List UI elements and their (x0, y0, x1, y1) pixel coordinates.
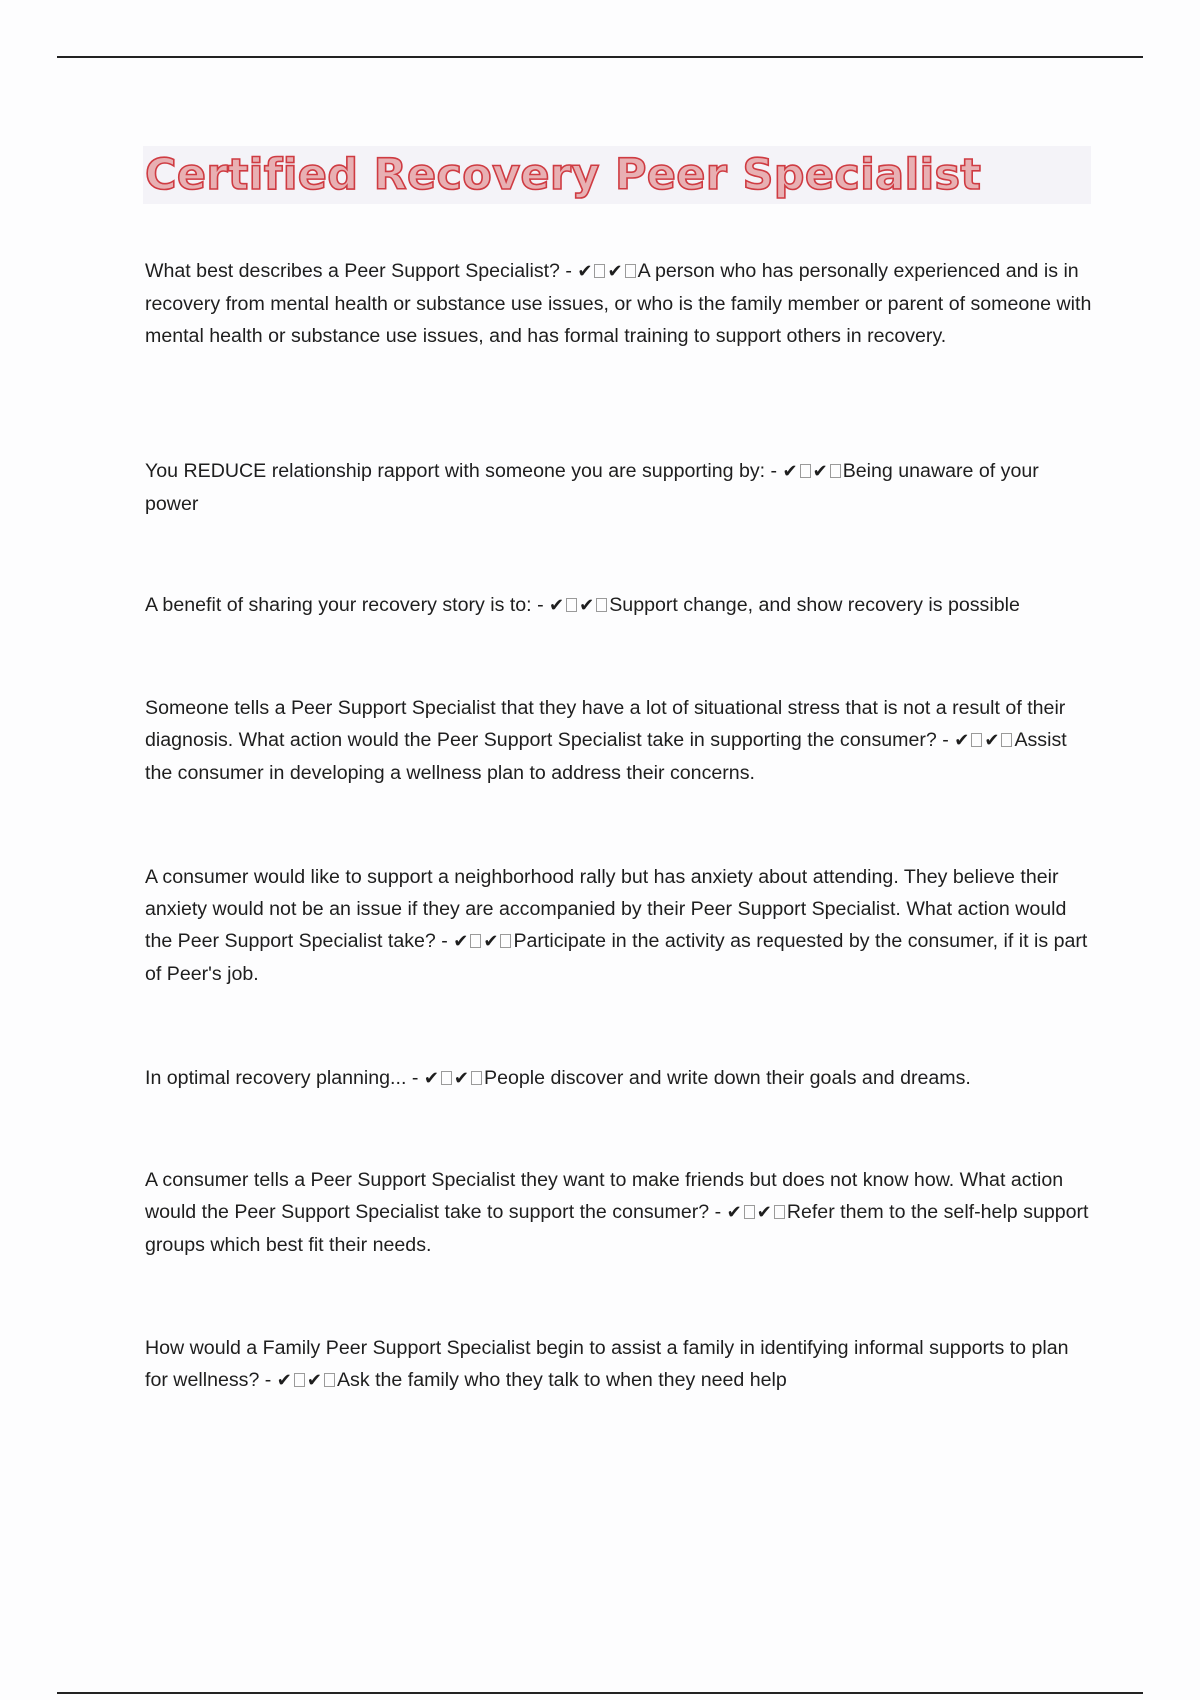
separator: - (936, 729, 955, 751)
question-text: Someone tells a Peer Support Specialist that they have a lot of situational stress that is not a result of their diagnosis. What action would the Peer Support Specialist take in supporting the consumer? (145, 697, 1066, 751)
qa-item (145, 1062, 1095, 1095)
qa-item (145, 692, 1095, 789)
qa-item (145, 455, 1095, 520)
qa-item (145, 589, 1095, 622)
question-text: A consumer would like to support a neighborhood rally but has anxiety about attending. They believe their anxiety would not be an issue if they are accompanied by their Peer Support Specialist. What action would the Peer Support Specialist take? (145, 866, 1067, 952)
footer-rule (57, 1692, 1143, 1694)
separator: - (709, 1201, 727, 1223)
separator: - (259, 1369, 277, 1391)
answer-check-icon: ✔ ✔ (453, 930, 513, 952)
question-text: A consumer tells a Peer Support Specialist they want to make friends but does not know how. What action would the Peer Support Specialist take to support the consumer? (145, 1169, 1064, 1223)
answer-text: A person who has personally experienced and is in recovery from mental health or substance use issues, or who is the family member or parent of someone with mental health or substance use issues, and has formal training to support others in recovery. (145, 260, 1092, 347)
question-text: How would a Family Peer Support Specialist begin to assist a family in identifying informal supports to plan for wellness? (145, 1337, 1069, 1391)
answer-text: People discover and write down their goals and dreams. (484, 1067, 971, 1089)
document-title: Certified Recovery Peer Specialist (145, 150, 982, 200)
answer-check-icon: ✔ ✔ (783, 460, 843, 482)
header-rule (57, 56, 1143, 58)
answer-check-icon: ✔ ✔ (577, 260, 637, 282)
answer-check-icon: ✔ ✔ (424, 1067, 484, 1089)
answer-check-icon: ✔ ✔ (727, 1201, 787, 1223)
separator: - (765, 460, 783, 482)
separator: - (406, 1067, 424, 1089)
qa-item (145, 255, 1095, 352)
answer-text: Assist the consumer in developing a wellness plan to address their concerns. (145, 729, 1067, 784)
answer-check-icon: ✔ ✔ (277, 1369, 337, 1391)
separator: - (435, 930, 454, 952)
answer-text: Refer them to the self-help support groups which best fit their needs. (145, 1201, 1089, 1256)
answer-text: Being unaware of your power (145, 460, 1039, 515)
qa-item (145, 861, 1095, 990)
answer-check-icon: ✔ ✔ (549, 594, 609, 616)
separator: - (531, 594, 550, 616)
question-text: A benefit of sharing your recovery story is to: (145, 594, 532, 616)
question-text: In optimal recovery planning... (145, 1067, 407, 1089)
qa-item (145, 1332, 1095, 1397)
answer-text: Support change, and show recovery is possible (609, 594, 1020, 616)
answer-check-icon: ✔ ✔ (954, 729, 1014, 751)
question-text: You REDUCE relationship rapport with someone you are supporting by: (145, 460, 766, 482)
answer-text: Participate in the activity as requested by the consumer, if it is part of Peer's job. (145, 930, 1088, 985)
separator: - (559, 260, 578, 282)
qa-item (145, 1164, 1095, 1261)
question-text: What best describes a Peer Support Specialist? (145, 260, 560, 282)
answer-text: Ask the family who they talk to when they need help (336, 1369, 787, 1391)
